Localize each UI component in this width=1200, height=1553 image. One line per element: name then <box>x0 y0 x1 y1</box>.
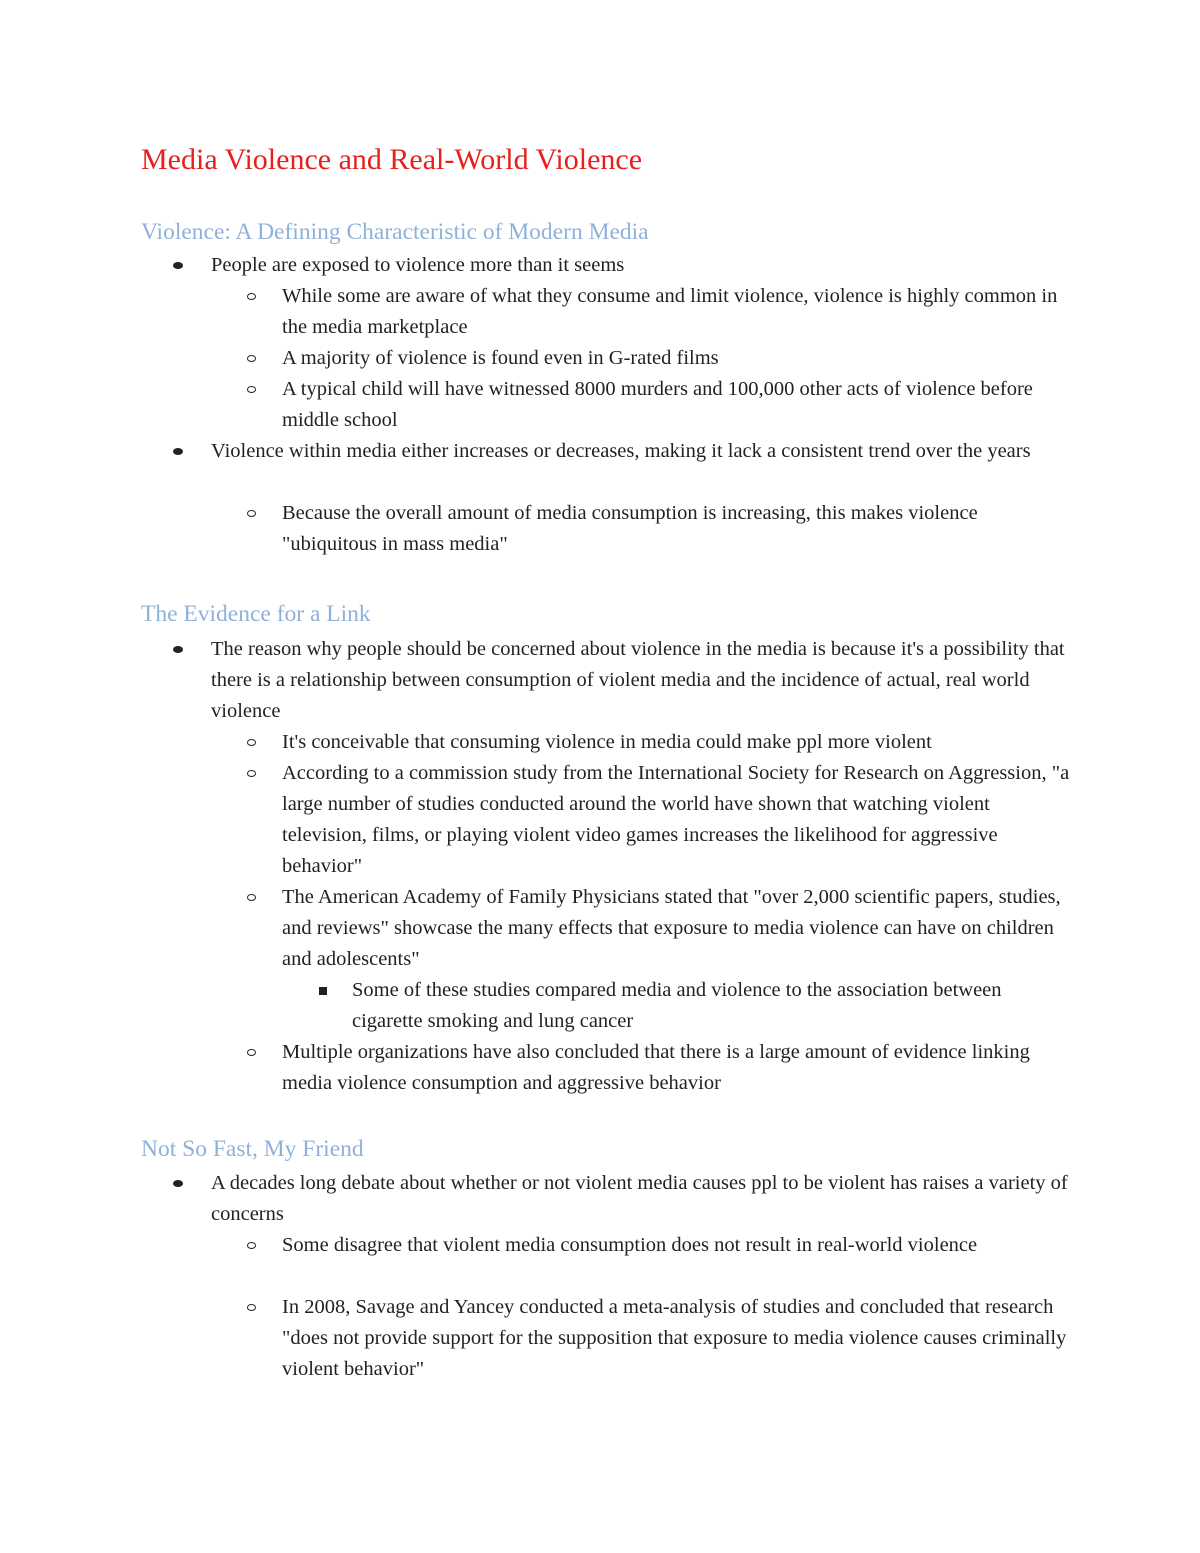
filled-disc-bullet-icon <box>173 646 183 653</box>
filled-square-bullet-icon <box>319 987 327 995</box>
section-heading: Not So Fast, My Friend <box>141 1136 364 1162</box>
hollow-circle-bullet-icon <box>247 894 256 901</box>
list-item: It's conceivable that consuming violence in media could make ppl more violent <box>282 727 1072 758</box>
filled-disc-bullet-icon <box>173 262 183 269</box>
document-title: Media Violence and Real-World Violence <box>141 143 643 176</box>
list-item: A typical child will have witnessed 8000 murders and 100,000 other acts of violence before middle school <box>282 374 1072 436</box>
hollow-circle-bullet-icon <box>247 355 256 362</box>
list-item: Some disagree that violent media consumption does not result in real-world violence <box>282 1230 1072 1261</box>
list-item: In 2008, Savage and Yancey conducted a meta-analysis of studies and concluded that research "does not provide support for the supposition that exposure to media violence causes criminally violent behavior" <box>282 1292 1072 1385</box>
filled-disc-bullet-icon <box>173 1180 183 1187</box>
hollow-circle-bullet-icon <box>247 1242 256 1249</box>
hollow-circle-bullet-icon <box>247 510 256 517</box>
list-item: A majority of violence is found even in G-rated films <box>282 343 1072 374</box>
list-item: Because the overall amount of media consumption is increasing, this makes violence "ubiquitous in mass media" <box>282 498 1072 560</box>
list-item: Violence within media either increases or decreases, making it lack a consistent trend over the years <box>211 436 1071 467</box>
hollow-circle-bullet-icon <box>247 739 256 746</box>
section-heading: Violence: A Defining Characteristic of Modern Media <box>141 219 649 245</box>
hollow-circle-bullet-icon <box>247 770 256 777</box>
hollow-circle-bullet-icon <box>247 1049 256 1056</box>
list-item: A decades long debate about whether or not violent media causes ppl to be violent has raises a variety of concerns <box>211 1168 1071 1230</box>
hollow-circle-bullet-icon <box>247 293 256 300</box>
section-heading: The Evidence for a Link <box>141 601 371 627</box>
list-item: The American Academy of Family Physicians stated that "over 2,000 scientific papers, studies, and reviews" showcase the many effects that exposure to media violence can have on children and adolescents" <box>282 882 1072 975</box>
list-item: Some of these studies compared media and violence to the association between cigarette smoking and lung cancer <box>352 975 1072 1037</box>
hollow-circle-bullet-icon <box>247 1304 256 1311</box>
list-item: The reason why people should be concerned about violence in the media is because it's a possibility that there is a relationship between consumption of violent media and the incidence of actual, real world violence <box>211 634 1071 727</box>
filled-disc-bullet-icon <box>173 448 183 455</box>
list-item: Multiple organizations have also concluded that there is a large amount of evidence linking media violence consumption and aggressive behavior <box>282 1037 1072 1099</box>
hollow-circle-bullet-icon <box>247 386 256 393</box>
list-item: People are exposed to violence more than it seems <box>211 250 1071 281</box>
list-item: According to a commission study from the International Society for Research on Aggression, "a large number of studies conducted around the world have shown that watching violent television, films, or playing violent video games increases the likelihood for aggressive behavior" <box>282 758 1072 882</box>
list-item: While some are aware of what they consume and limit violence, violence is highly common in the media marketplace <box>282 281 1072 343</box>
